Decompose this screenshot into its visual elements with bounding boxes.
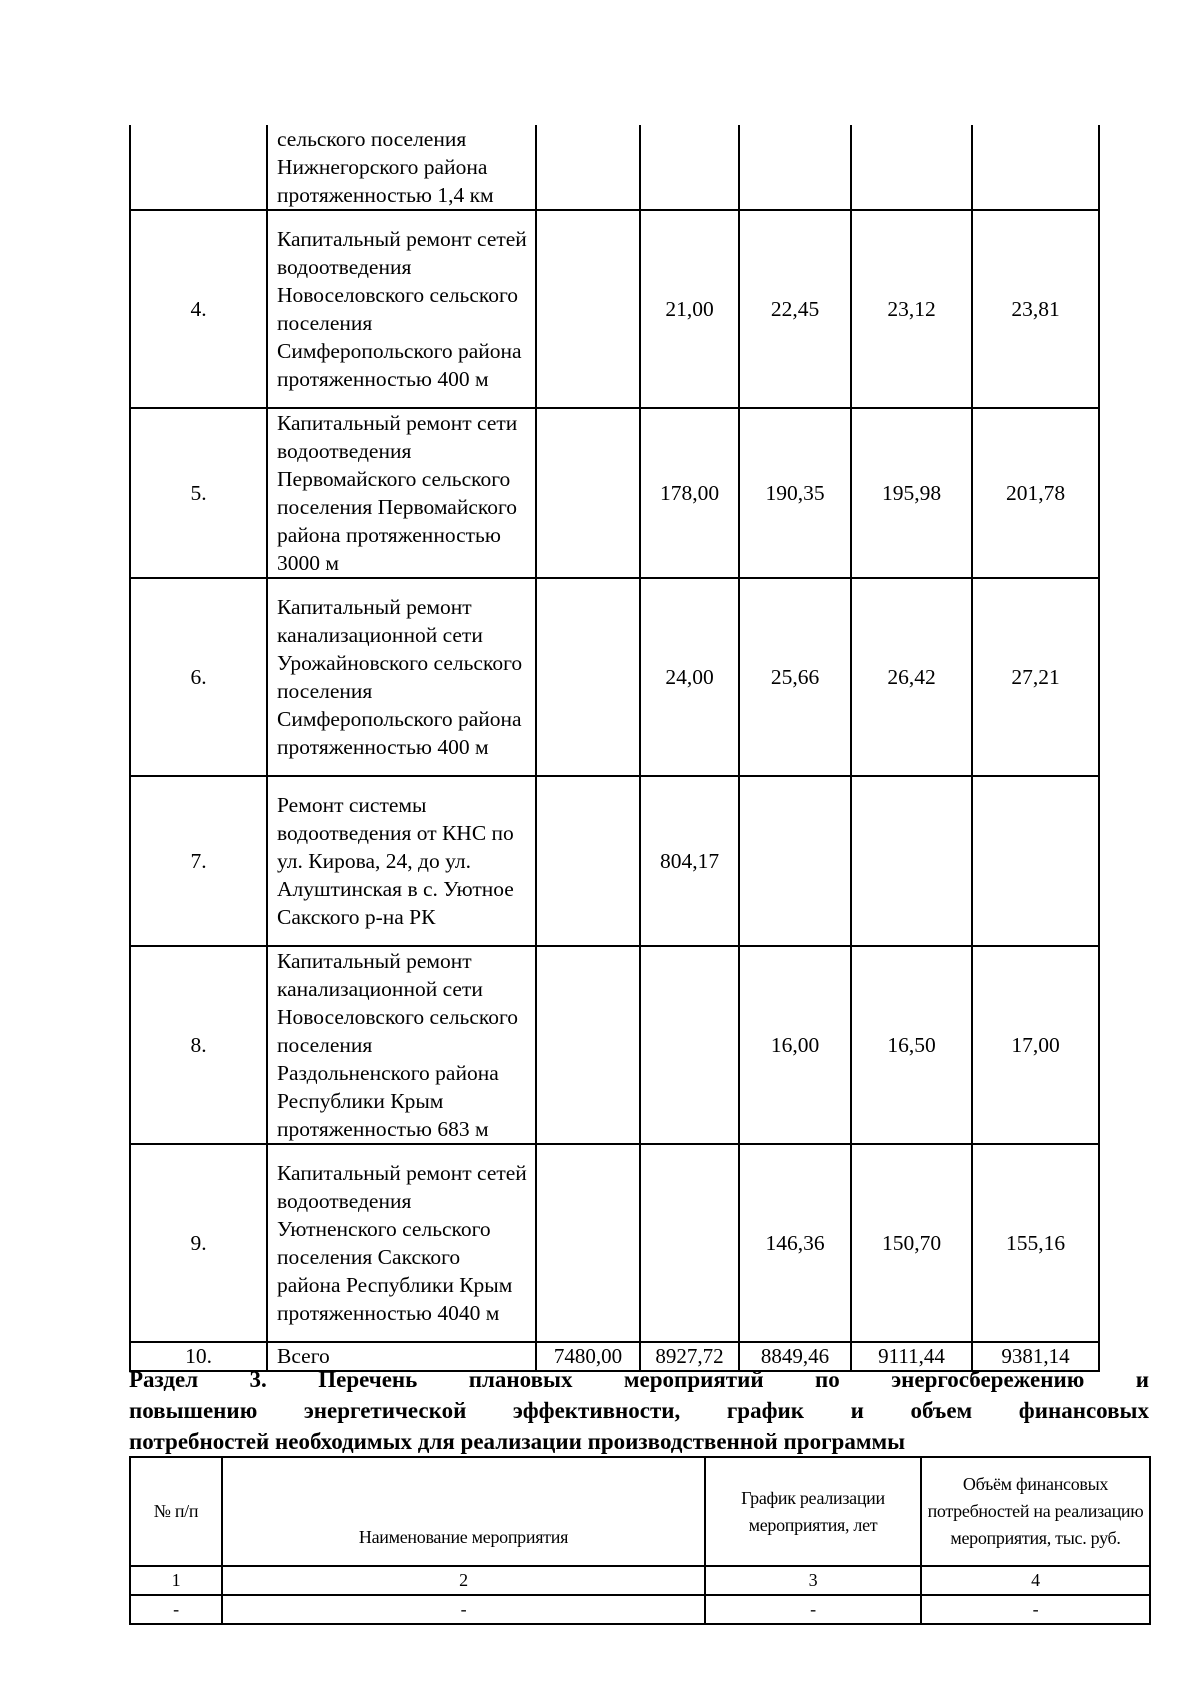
value-cell [536, 125, 640, 210]
index-cell: 2 [222, 1566, 705, 1595]
value-cell [739, 776, 851, 946]
value-cell [640, 946, 739, 1144]
value-cell [851, 125, 972, 210]
measure-name: Капитальный ремонт сетей водоотведения Уютненского сельского поселения Сакского района Республики Крым протяженностью 4040 м [267, 1144, 536, 1342]
measure-name: Капитальный ремонт сетей водоотведения Новоселовского сельского поселения Симферопольского района протяженностью 400 м [267, 210, 536, 408]
measure-name: сельского поселения Нижнегорского района протяженностью 1,4 км [267, 125, 536, 210]
value-cell [972, 776, 1099, 946]
value-cell: 25,66 [739, 578, 851, 776]
value-cell: 150,70 [851, 1144, 972, 1342]
row-number: 7. [130, 776, 267, 946]
value-cell: 17,00 [972, 946, 1099, 1144]
value-cell: 26,42 [851, 578, 972, 776]
value-cell: 155,16 [972, 1144, 1099, 1342]
data-cell: - [921, 1595, 1150, 1624]
index-row [130, 1566, 1150, 1595]
value-cell: 16,00 [739, 946, 851, 1144]
value-cell [536, 210, 640, 408]
measure-name: Капитальный ремонт сети водоотведения Первомайского сельского поселения Первомайского района протяженностью 3000 м [267, 408, 536, 578]
value-cell: 7480,00 [536, 1342, 640, 1371]
index-cell: 4 [921, 1566, 1150, 1595]
table-row [130, 210, 1099, 408]
value-cell [640, 1144, 739, 1342]
index-cell: 3 [705, 1566, 921, 1595]
header-num: № п/п [130, 1457, 222, 1566]
measure-name: Капитальный ремонт канализационной сети Новоселовского сельского поселения Раздольненского района Республики Крым протяженностью 683 м [267, 946, 536, 1144]
data-cell: - [705, 1595, 921, 1624]
value-cell: 23,81 [972, 210, 1099, 408]
measures-table [129, 125, 1100, 1372]
value-cell [536, 1144, 640, 1342]
value-cell: 8849,46 [739, 1342, 851, 1371]
header-row [130, 1457, 1150, 1566]
table-row [130, 125, 1099, 210]
value-cell [536, 946, 640, 1144]
value-cell: 9381,14 [972, 1342, 1099, 1371]
row-number: 5. [130, 408, 267, 578]
row-number: 6. [130, 578, 267, 776]
value-cell: 9111,44 [851, 1342, 972, 1371]
table-row [130, 1595, 1150, 1624]
table-row [130, 1144, 1099, 1342]
table-row [130, 776, 1099, 946]
value-cell: 23,12 [851, 210, 972, 408]
table-row [130, 408, 1099, 578]
header-name: Наименование мероприятия [222, 1457, 705, 1566]
value-cell: 201,78 [972, 408, 1099, 578]
value-cell: 8927,72 [640, 1342, 739, 1371]
value-cell: 27,21 [972, 578, 1099, 776]
value-cell [536, 408, 640, 578]
index-cell: 1 [130, 1566, 222, 1595]
row-number: 10. [130, 1342, 267, 1371]
measure-name: Ремонт системы водоотведения от КНС по ул. Кирова, 24, до ул. Алуштинская в с. Уютное Сакского р-на РК [267, 776, 536, 946]
table-row [130, 578, 1099, 776]
measure-name: Всего [267, 1342, 536, 1371]
section-3-heading [129, 1364, 1149, 1457]
data-cell: - [130, 1595, 222, 1624]
value-cell [972, 125, 1099, 210]
row-number: 4. [130, 210, 267, 408]
table-row [130, 946, 1099, 1144]
value-cell: 22,45 [739, 210, 851, 408]
heading-line: повышению энергетической эффективности, график и объем финансовых [129, 1398, 1149, 1423]
row-number: 9. [130, 1144, 267, 1342]
value-cell: 804,17 [640, 776, 739, 946]
energy-measures-table [129, 1456, 1151, 1625]
value-cell: 24,00 [640, 578, 739, 776]
row-number [130, 125, 267, 210]
value-cell [640, 125, 739, 210]
row-number: 8. [130, 946, 267, 1144]
measure-name: Капитальный ремонт канализационной сети Урожайновского сельского поселения Симферопольского района протяженностью 400 м [267, 578, 536, 776]
value-cell [851, 776, 972, 946]
value-cell: 21,00 [640, 210, 739, 408]
value-cell: 195,98 [851, 408, 972, 578]
value-cell: 178,00 [640, 408, 739, 578]
heading-line: потребностей необходимых для реализации производственной программы [129, 1429, 906, 1454]
value-cell: 146,36 [739, 1144, 851, 1342]
value-cell: 16,50 [851, 946, 972, 1144]
heading-line: Раздел 3. Перечень плановых мероприятий по энергосбережению и [129, 1367, 1149, 1392]
header-volume: Объём финансовых потребностей на реализацию мероприятия, тыс. руб. [921, 1457, 1150, 1566]
value-cell [536, 578, 640, 776]
header-schedule: График реализации мероприятия, лет [705, 1457, 921, 1566]
value-cell [739, 125, 851, 210]
value-cell [536, 776, 640, 946]
value-cell: 190,35 [739, 408, 851, 578]
data-cell: - [222, 1595, 705, 1624]
